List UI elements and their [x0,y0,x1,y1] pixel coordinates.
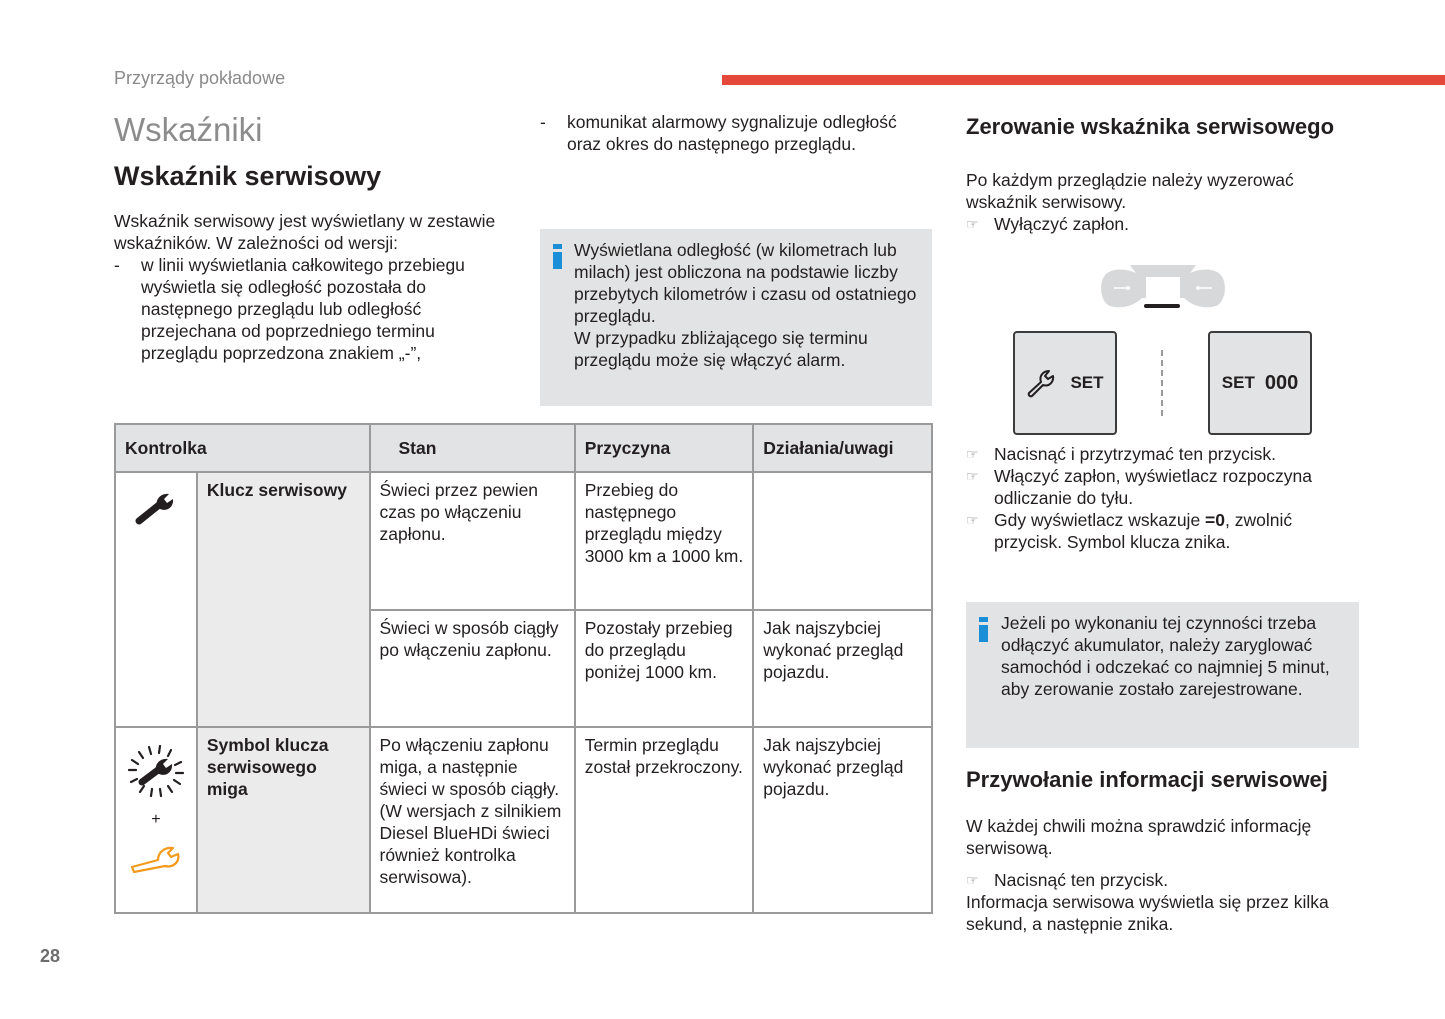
column-header-stan: Stan [370,424,575,472]
section-header: Przyrządy pokładowe [114,68,286,88]
pointing-hand-icon: ☞ [966,216,979,232]
cell-przyczyna: Przebieg do następnego przeglądu między 3000 km a 1000 km. [575,472,754,610]
divider-dashed [1161,350,1163,416]
intro-block [114,210,514,364]
table-row [115,727,932,913]
cell-dzialania: Jak najszybciej wykonać przegląd pojazdu. [753,727,932,913]
reset-steps [966,443,1356,553]
recall-intro: W każdej chwili można sprawdzić informację serwisową. [966,816,1312,858]
pointing-hand-icon: ☞ [966,446,979,462]
orange-wrench-icon [128,843,184,873]
reset-step [966,509,1356,553]
wrench-outline-icon [1026,368,1058,398]
display-set-zero [1208,331,1312,435]
display-label: SET [1070,373,1104,392]
info-box-distance [540,229,932,406]
page-title: Wskaźniki [114,111,263,148]
info-icon [553,244,562,269]
flashing-wrench-icon [123,742,189,800]
page-number: 28 [40,946,61,966]
instrument-cluster-icon [1098,262,1228,314]
reset-pre-step [966,213,1356,235]
header-accent-bar [722,75,1445,85]
cell-dzialania [753,472,932,610]
step-text-part: Gdy wyświetlacz wskazuje [994,510,1206,530]
step-text: Włączyć zapłon, wyświetlacz rozpoczyna odliczanie do tyłu. [994,466,1313,508]
cell-dzialania: Jak najszybciej wykonać przegląd pojazdu. [753,610,932,727]
table-header-row [115,424,932,472]
info-text: Jeżeli po wykonaniu tej czynności trzeba odłączyć akumulator, należy zaryglować samochód i odczekać co najmniej 5 minut, aby zerowanie zostało zarejestrowane. [1001,613,1330,699]
reset-title: Zerowanie wskaźnika serwisowego [966,114,1335,139]
cell-stan: Po włączeniu zapłonu miga, a następnie świeci w sposób ciągły. (W wersjach z silnikiem Diesel BlueHDi świeci również kontrolka serwisowa). [370,727,575,913]
reset-intro: Po każdym przeglądzie należy wyzerować wskaźnik serwisowy. [966,170,1294,212]
display-value: 000 [1264,371,1299,394]
reset-step [966,465,1356,509]
intro-list-item [114,254,514,364]
plus-sign: + [151,811,161,828]
intro-paragraph: Wskaźnik serwisowy jest wyświetlany w zestawie wskaźników. W zależności od wersji: [114,211,496,253]
reset-intro-block [966,169,1356,235]
table-row [115,472,932,610]
intro-list-item-2 [540,111,935,155]
display-label: SET [1221,373,1255,392]
pointing-hand-icon: ☞ [966,468,979,484]
column-header-dzialania: Działania/uwagi [753,424,932,472]
section-title: Wskaźnik serwisowy [114,161,382,191]
recall-title: Przywołanie informacji serwisowej [966,767,1328,792]
step-text: Nacisnąć i przytrzymać ten przycisk. [994,444,1277,464]
step-text [994,509,1356,553]
intro-item-text: w linii wyświetlania całkowitego przebiegu wyświetla się odległość pozostała do następnego przeglądu lub odległość przejechana od poprzedniego terminu przeglądu poprzedzona znakiem „-”, [141,255,465,363]
info-text: W przypadku zbliżającego się terminu przeglądu może się włączyć alarm. [574,328,868,370]
cell-stan: Świeci w sposób ciągły po włączeniu zapłonu. [370,610,575,727]
step-text: Wyłączyć zapłon. [994,214,1130,234]
intro-item-text: komunikat alarmowy sygnalizuje odległość oraz okres do następnego przeglądu. [567,112,897,154]
info-icon [979,617,988,642]
pointing-hand-icon: ☞ [966,872,979,888]
wrench-icon [133,487,179,527]
dash-marker: - [540,112,546,132]
recall-outro: Informacja serwisowa wyświetla się przez kilka sekund, a następnie znika. [966,892,1329,934]
info-box-battery [966,602,1359,748]
display-set-wrench [1013,331,1117,435]
step-text: Nacisnąć ten przycisk. [994,870,1169,890]
cell-przyczyna: Pozostały przebieg do przeglądu poniżej 1000 km. [575,610,754,727]
pointing-hand-icon: ☞ [966,512,979,528]
indicator-table [114,423,933,914]
step-text-bold: =0 [1205,510,1225,530]
indicator-icon-cell [115,727,197,913]
indicator-icon-cell [115,472,197,727]
indicator-name: Symbol klucza serwisowego miga [197,727,370,913]
indicator-name: Klucz serwisowy [197,472,370,727]
cell-stan: Świeci przez pewien czas po włączeniu zapłonu. [370,472,575,610]
reset-step [966,443,1356,465]
column-header-kontrolka: Kontrolka [115,424,370,472]
step-text-part: , zwolnić przycisk. Symbol klucza znika. [994,510,1293,552]
info-text: Wyświetlana odległość (w kilometrach lub milach) jest obliczona na podstawie liczby przebytych kilometrów i czasu od ostatniego przeglądu. [574,240,917,326]
recall-block [966,815,1358,935]
cell-przyczyna: Termin przeglądu został przekroczony. [575,727,754,913]
recall-step [966,869,1358,891]
column-header-przyczyna: Przyczyna [575,424,754,472]
dash-marker: - [114,255,120,275]
